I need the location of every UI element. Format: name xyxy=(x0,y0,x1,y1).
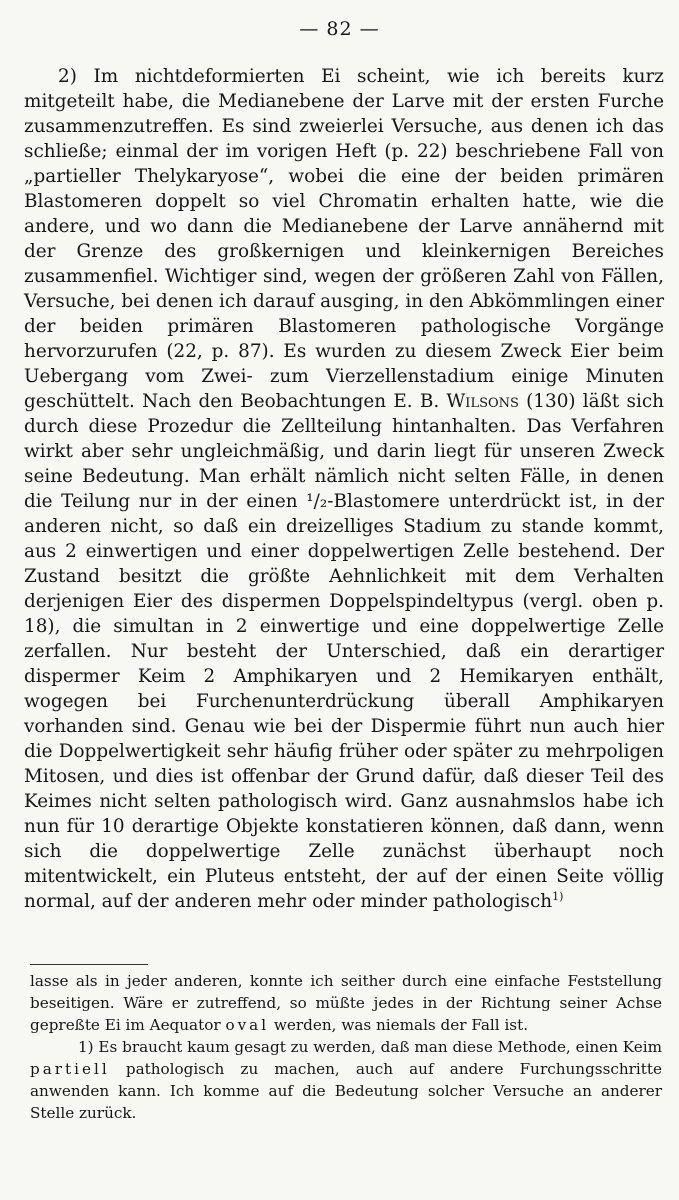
footnote-continuation xyxy=(30,970,662,1036)
footnote-1 xyxy=(30,1036,662,1124)
paragraph-text-2: (130) läßt sich durch diese Prozedur die Zellteilung hintanhalten. Das Verfahren wirkt aber sehr ungleichmäßig, und darin liegt für unseren Zweck seine Bedeutung. Man erhält nämlich nicht selten Fälle, in denen die Teilung nur in der einen xyxy=(24,391,664,512)
paragraph-2 xyxy=(24,64,664,914)
paragraph-text-1: 2) Im nichtdeformierten Ei scheint, wie ich bereits kurz mitgeteilt habe, die Medianebene der Larve mit der ersten Furche zusammenzutreffen. Es sind zweierlei Versuche, aus denen ich das schließe; einmal der im vorigen Heft (p. 22) beschriebene Fall von „partieller Thelykaryose“, wobei die eine der beiden primären Blastomeren doppelt so viel Chromatin erhalten hatte, wie die andere, und wo dann die Medianebene der Larve annähernd mit der Grenze des großkernigen und kleinkernigen Bereiches zusammenfiel. Wichtiger sind, wegen der größeren Zahl von Fällen, Versuche, bei denen ich darauf ausging, in den Abkömmlingen einer der beiden primären Blastomeren pathologische Vorgänge hervorzurufen (22, p. 87). Es wurden zu diesem Zweck Eier beim Uebergang vom Zwei- zum Vierzellenstadium einige Minuten geschüttelt. Nach den Beobachtungen E. B. xyxy=(24,66,664,412)
spaced-word-oval: oval xyxy=(225,1016,270,1034)
footnotes xyxy=(30,970,662,1124)
footnote-continuation-text-2: werden, was niemals der Fall ist. xyxy=(269,1016,529,1034)
page-number: — 82 — xyxy=(299,18,380,40)
footnote-1-text-1: 1) Es braucht kaum gesagt zu werden, daß man diese Methode, einen Keim xyxy=(78,1038,662,1056)
fraction: ¹/₂ xyxy=(306,491,328,512)
spaced-word-partiell: partiell xyxy=(30,1060,110,1078)
main-text xyxy=(24,64,664,914)
footnote-divider xyxy=(30,964,148,965)
paragraph-text-3: -Blastomere unterdrückt ist, in der anderen nicht, so daß ein dreizelliges Stadium zu stande kommt, aus 2 einwertigen und einer doppelwertigen Zelle bestehend. Der Zustand besitzt die größte Aehnlichkeit mit dem Verhalten derjenigen Eier des dispermen Doppelspindeltypus (vergl. oben p. 18), die simultan in 2 einwertige und eine doppelwertige Zelle zerfallen. Nur besteht der Unterschied, daß ein derartiger dispermer Keim 2 Amphikaryen und 2 Hemikaryen enthält, wogegen bei Furchenunterdrückung überall Amphikaryen vorhanden sind. Genau wie bei der Dispermie führt nun auch hier die Doppelwertigkeit sehr häufig früher oder später zu mehrpoligen Mitosen, und dies ist offenbar der Grund dafür, daß dieser Teil des Keimes nicht selten pathologisch wird. Ganz ausnahmslos habe ich nun für 10 derartige Objekte konstatieren können, daß dann, wenn sich die doppelwertige Zelle zunächst überhaupt noch mitentwickelt, ein Pluteus entsteht, der auf der einen Seite völlig normal, auf der anderen mehr oder minder pathologisch xyxy=(24,491,664,912)
cited-author: Wilsons xyxy=(446,391,519,412)
footnote-continuation-text-1: lasse als in jeder anderen, konnte ich seither durch eine einfache Feststellung beseitigen. Wäre er zutreffend, so müßte jedes in der Richtung seiner Achse gepreßte Ei im Aequator xyxy=(30,972,662,1034)
footnote-mark: 1) xyxy=(552,889,564,903)
footnote-1-text-2: pathologisch zu machen, auch auf andere Furchungsschritte anwenden kann. Ich komme auf die Bedeutung solcher Versuche an anderer Stelle zurück. xyxy=(30,1060,662,1122)
